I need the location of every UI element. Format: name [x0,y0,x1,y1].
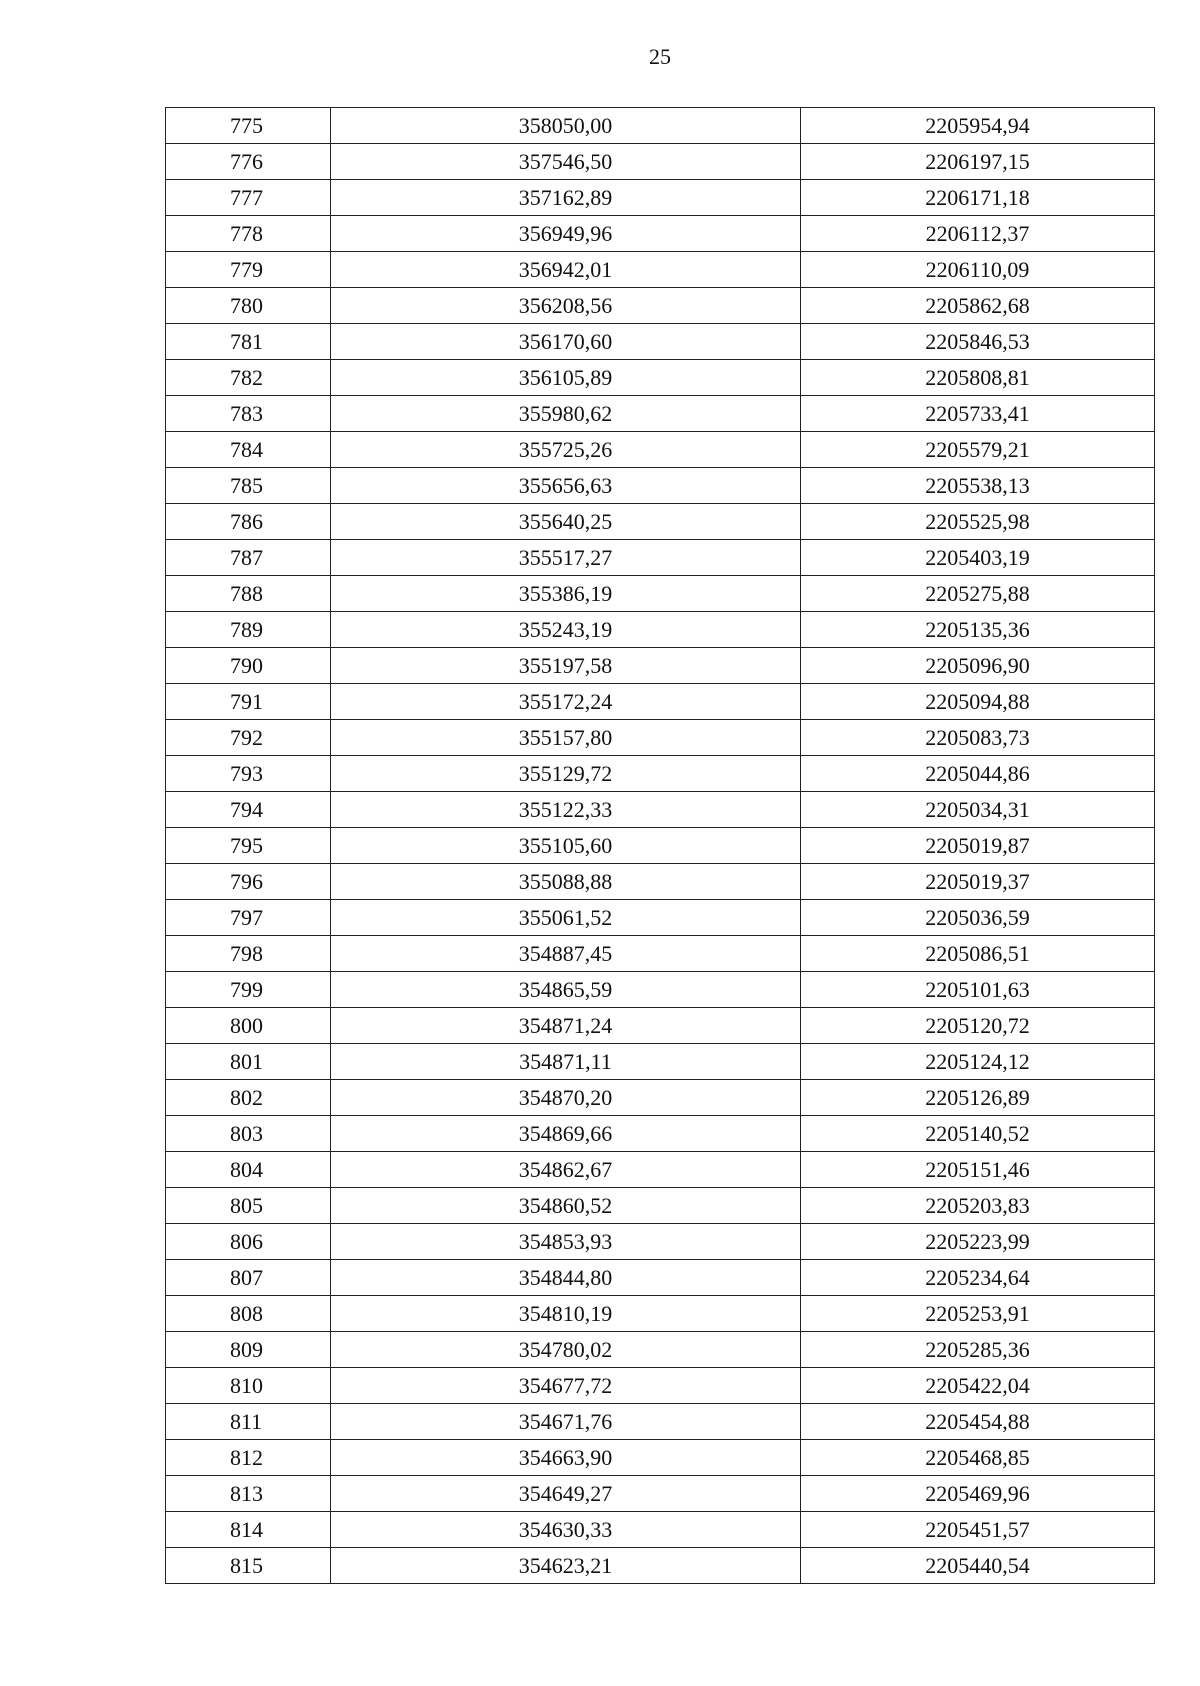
y-coordinate-cell: 2205135,36 [801,612,1155,648]
point-number-cell: 800 [166,1008,331,1044]
y-coordinate-cell: 2206112,37 [801,216,1155,252]
y-coordinate-cell: 2205083,73 [801,720,1155,756]
point-number-cell: 792 [166,720,331,756]
table-row [166,432,1155,468]
x-coordinate-cell: 354887,45 [331,936,801,972]
point-number-cell: 797 [166,900,331,936]
page-number: 25 [649,44,671,69]
table-row [166,1512,1155,1548]
table-row [166,720,1155,756]
x-coordinate-cell: 356105,89 [331,360,801,396]
table-row [166,360,1155,396]
y-coordinate-cell: 2205140,52 [801,1116,1155,1152]
table-row [166,1008,1155,1044]
table-row [166,1260,1155,1296]
table-row [166,1404,1155,1440]
y-coordinate-cell: 2205120,72 [801,1008,1155,1044]
coordinates-table-body [166,108,1155,1584]
y-coordinate-cell: 2205954,94 [801,108,1155,144]
table-row [166,756,1155,792]
x-coordinate-cell: 354649,27 [331,1476,801,1512]
x-coordinate-cell: 355656,63 [331,468,801,504]
y-coordinate-cell: 2205101,63 [801,972,1155,1008]
y-coordinate-cell: 2205538,13 [801,468,1155,504]
point-number-cell: 811 [166,1404,331,1440]
point-number-cell: 804 [166,1152,331,1188]
point-number-cell: 810 [166,1368,331,1404]
y-coordinate-cell: 2205579,21 [801,432,1155,468]
x-coordinate-cell: 354780,02 [331,1332,801,1368]
point-number-cell: 775 [166,108,331,144]
table-row [166,180,1155,216]
x-coordinate-cell: 355105,60 [331,828,801,864]
x-coordinate-cell: 355725,26 [331,432,801,468]
y-coordinate-cell: 2206110,09 [801,252,1155,288]
x-coordinate-cell: 355980,62 [331,396,801,432]
x-coordinate-cell: 355243,19 [331,612,801,648]
x-coordinate-cell: 355640,25 [331,504,801,540]
point-number-cell: 787 [166,540,331,576]
table-row [166,576,1155,612]
table-row [166,936,1155,972]
point-number-cell: 803 [166,1116,331,1152]
table-row [166,900,1155,936]
y-coordinate-cell: 2205846,53 [801,324,1155,360]
table-row [166,828,1155,864]
point-number-cell: 778 [166,216,331,252]
point-number-cell: 789 [166,612,331,648]
y-coordinate-cell: 2205253,91 [801,1296,1155,1332]
point-number-cell: 779 [166,252,331,288]
point-number-cell: 794 [166,792,331,828]
table-row [166,108,1155,144]
point-number-cell: 808 [166,1296,331,1332]
table-row [166,216,1155,252]
point-number-cell: 784 [166,432,331,468]
x-coordinate-cell: 355197,58 [331,648,801,684]
x-coordinate-cell: 356942,01 [331,252,801,288]
y-coordinate-cell: 2205469,96 [801,1476,1155,1512]
y-coordinate-cell: 2205285,36 [801,1332,1155,1368]
point-number-cell: 780 [166,288,331,324]
point-number-cell: 805 [166,1188,331,1224]
point-number-cell: 801 [166,1044,331,1080]
x-coordinate-cell: 354810,19 [331,1296,801,1332]
point-number-cell: 791 [166,684,331,720]
point-number-cell: 782 [166,360,331,396]
table-row [166,324,1155,360]
y-coordinate-cell: 2205203,83 [801,1188,1155,1224]
point-number-cell: 776 [166,144,331,180]
table-row [166,1332,1155,1368]
point-number-cell: 793 [166,756,331,792]
table-row [166,1368,1155,1404]
point-number-cell: 781 [166,324,331,360]
table-row [166,504,1155,540]
point-number-cell: 777 [166,180,331,216]
table-row [166,648,1155,684]
x-coordinate-cell: 354860,52 [331,1188,801,1224]
point-number-cell: 815 [166,1548,331,1584]
y-coordinate-cell: 2205044,86 [801,756,1155,792]
point-number-cell: 814 [166,1512,331,1548]
x-coordinate-cell: 355517,27 [331,540,801,576]
table-row [166,1116,1155,1152]
point-number-cell: 786 [166,504,331,540]
table-row [166,1224,1155,1260]
point-number-cell: 788 [166,576,331,612]
x-coordinate-cell: 354869,66 [331,1116,801,1152]
coordinates-table [165,107,1155,1584]
x-coordinate-cell: 354865,59 [331,972,801,1008]
table-row [166,864,1155,900]
table-row [166,792,1155,828]
x-coordinate-cell: 354870,20 [331,1080,801,1116]
table-row [166,288,1155,324]
point-number-cell: 790 [166,648,331,684]
x-coordinate-cell: 358050,00 [331,108,801,144]
table-row [166,396,1155,432]
x-coordinate-cell: 354871,24 [331,1008,801,1044]
table-row [166,972,1155,1008]
x-coordinate-cell: 355172,24 [331,684,801,720]
table-row [166,252,1155,288]
table-row [166,1080,1155,1116]
x-coordinate-cell: 355386,19 [331,576,801,612]
point-number-cell: 813 [166,1476,331,1512]
x-coordinate-cell: 355157,80 [331,720,801,756]
x-coordinate-cell: 356170,60 [331,324,801,360]
table-row [166,684,1155,720]
y-coordinate-cell: 2205019,37 [801,864,1155,900]
x-coordinate-cell: 354862,67 [331,1152,801,1188]
y-coordinate-cell: 2206197,15 [801,144,1155,180]
y-coordinate-cell: 2205124,12 [801,1044,1155,1080]
y-coordinate-cell: 2205151,46 [801,1152,1155,1188]
y-coordinate-cell: 2205096,90 [801,648,1155,684]
table-row [166,612,1155,648]
x-coordinate-cell: 355129,72 [331,756,801,792]
x-coordinate-cell: 354871,11 [331,1044,801,1080]
x-coordinate-cell: 354623,21 [331,1548,801,1584]
y-coordinate-cell: 2205422,04 [801,1368,1155,1404]
table-row [166,468,1155,504]
point-number-cell: 812 [166,1440,331,1476]
table-row [166,1188,1155,1224]
y-coordinate-cell: 2205086,51 [801,936,1155,972]
y-coordinate-cell: 2205454,88 [801,1404,1155,1440]
table-row [166,540,1155,576]
table-row [166,1152,1155,1188]
point-number-cell: 806 [166,1224,331,1260]
y-coordinate-cell: 2205403,19 [801,540,1155,576]
table-row [166,1548,1155,1584]
x-coordinate-cell: 354671,76 [331,1404,801,1440]
y-coordinate-cell: 2205468,85 [801,1440,1155,1476]
x-coordinate-cell: 355088,88 [331,864,801,900]
table-row [166,1440,1155,1476]
point-number-cell: 785 [166,468,331,504]
point-number-cell: 796 [166,864,331,900]
point-number-cell: 799 [166,972,331,1008]
y-coordinate-cell: 2205733,41 [801,396,1155,432]
y-coordinate-cell: 2206171,18 [801,180,1155,216]
y-coordinate-cell: 2205036,59 [801,900,1155,936]
x-coordinate-cell: 354663,90 [331,1440,801,1476]
x-coordinate-cell: 357546,50 [331,144,801,180]
x-coordinate-cell: 354677,72 [331,1368,801,1404]
x-coordinate-cell: 354853,93 [331,1224,801,1260]
y-coordinate-cell: 2205451,57 [801,1512,1155,1548]
x-coordinate-cell: 355061,52 [331,900,801,936]
y-coordinate-cell: 2205808,81 [801,360,1155,396]
y-coordinate-cell: 2205126,89 [801,1080,1155,1116]
x-coordinate-cell: 354630,33 [331,1512,801,1548]
point-number-cell: 802 [166,1080,331,1116]
y-coordinate-cell: 2205223,99 [801,1224,1155,1260]
table-row [166,1296,1155,1332]
point-number-cell: 795 [166,828,331,864]
x-coordinate-cell: 356208,56 [331,288,801,324]
point-number-cell: 783 [166,396,331,432]
point-number-cell: 798 [166,936,331,972]
x-coordinate-cell: 354844,80 [331,1260,801,1296]
table-row [166,1044,1155,1080]
y-coordinate-cell: 2205440,54 [801,1548,1155,1584]
y-coordinate-cell: 2205525,98 [801,504,1155,540]
y-coordinate-cell: 2205034,31 [801,792,1155,828]
y-coordinate-cell: 2205094,88 [801,684,1155,720]
table-row [166,1476,1155,1512]
y-coordinate-cell: 2205234,64 [801,1260,1155,1296]
table-row [166,144,1155,180]
point-number-cell: 807 [166,1260,331,1296]
x-coordinate-cell: 356949,96 [331,216,801,252]
point-number-cell: 809 [166,1332,331,1368]
x-coordinate-cell: 357162,89 [331,180,801,216]
y-coordinate-cell: 2205275,88 [801,576,1155,612]
y-coordinate-cell: 2205019,87 [801,828,1155,864]
y-coordinate-cell: 2205862,68 [801,288,1155,324]
x-coordinate-cell: 355122,33 [331,792,801,828]
